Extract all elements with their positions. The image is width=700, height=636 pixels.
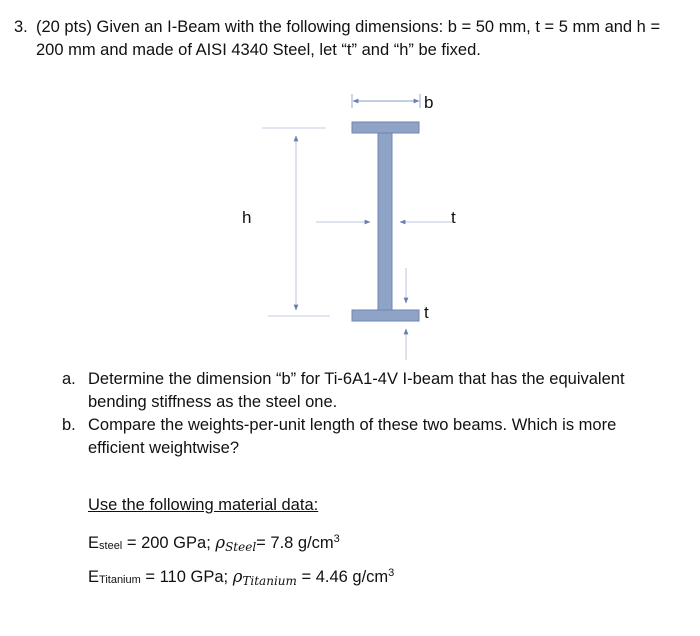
question-parts	[62, 368, 662, 460]
problem-text-line2: 200 mm and made of AISI 4340 Steel, let “t” and “h” be fixed.	[36, 41, 481, 59]
steel-rho-value: = 7.8 g/cm	[256, 534, 334, 552]
b-dimension	[352, 93, 433, 112]
steel-rho-sub: Steel	[225, 540, 257, 554]
steel-E-value: = 200 GPa;	[122, 534, 216, 552]
titanium-E-value: = 110 GPa;	[140, 568, 233, 586]
titanium-rho-symbol: ρ	[232, 567, 243, 586]
top-flange	[352, 122, 419, 133]
part-b-line1: Compare the weights-per-unit length of these two beams. Which is more	[88, 416, 617, 434]
steel-properties	[88, 533, 340, 553]
h-label: h	[242, 208, 252, 227]
bottom-flange	[352, 310, 419, 321]
titanium-properties	[88, 567, 394, 587]
b-label: b	[424, 93, 434, 112]
part-a-line2: bending stiffness as the steel one.	[88, 393, 338, 411]
material-heading: Use the following material data:	[88, 496, 319, 514]
steel-rho-symbol: ρ	[215, 533, 226, 552]
problem-number: 3.	[14, 18, 28, 36]
steel-E-symbol: E	[88, 534, 100, 552]
t-flange-label: t	[424, 303, 429, 322]
part-a-letter: a.	[62, 370, 76, 388]
part-a-line1: Determine the dimension “b” for Ti-6A1-4V I-beam that has the equivalent	[88, 370, 625, 388]
part-b-letter: b.	[62, 416, 76, 434]
titanium-E-symbol: E	[88, 568, 100, 586]
steel-rho-exp: 3	[333, 533, 340, 545]
titanium-E-sub: Titanium	[99, 574, 141, 586]
titanium-rho-sub: Titanium	[242, 574, 297, 588]
problem-text-line1: (20 pts) Given an I-Beam with the following dimensions: b = 50 mm, t = 5 mm and h =	[36, 18, 661, 36]
part-a	[62, 368, 662, 414]
titanium-rho-exp: 3	[388, 567, 395, 579]
part-b-line2: efficient weightwise?	[88, 439, 240, 457]
web	[378, 133, 392, 310]
t-web-label: t	[451, 208, 456, 227]
part-b	[62, 414, 662, 460]
steel-E-sub: steel	[99, 540, 123, 552]
titanium-rho-value: = 4.46 g/cm	[296, 568, 389, 586]
